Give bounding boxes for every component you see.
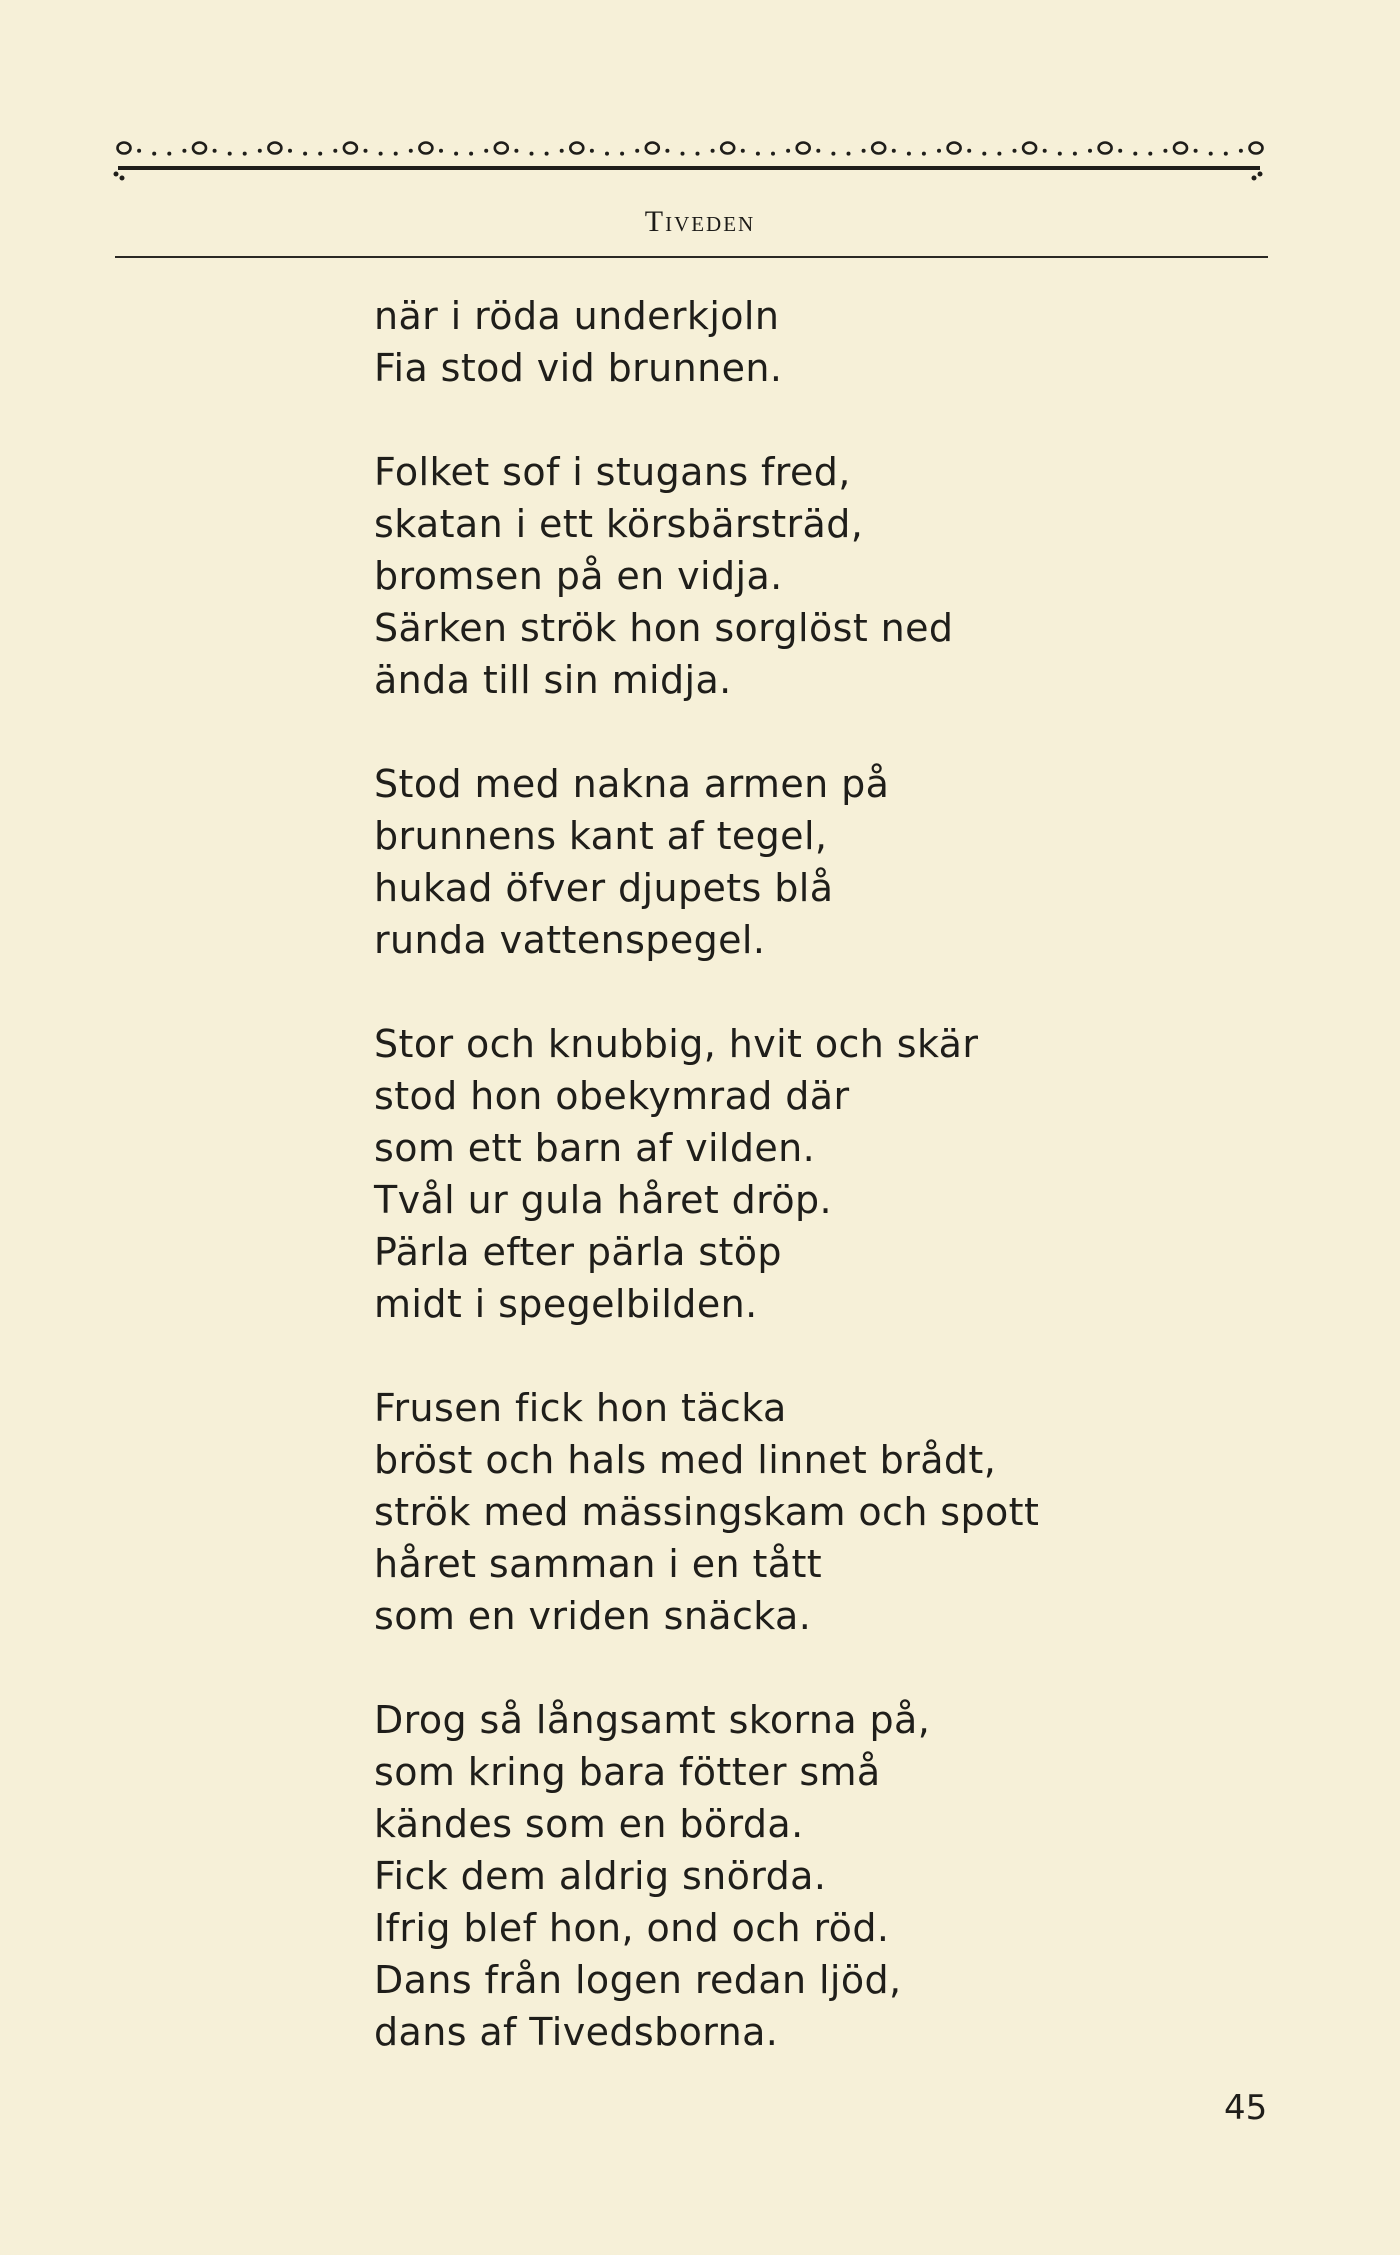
- ornament-dot: [560, 149, 564, 153]
- ornament-ring: [646, 143, 659, 154]
- verse-line: Fia stod vid brunnen.: [374, 346, 783, 390]
- verse-line: Folket sof i stugans fred,: [374, 450, 851, 494]
- ornament-dot: [892, 149, 896, 153]
- ornament-dot: [213, 149, 217, 153]
- ornament-ring: [1099, 143, 1112, 154]
- ornament-dot: [454, 152, 458, 156]
- ornament-dot: [288, 149, 292, 153]
- ornament-dot: [756, 152, 760, 156]
- verse-line: dans af Tivedsborna.: [374, 2010, 779, 2054]
- ornament-dot: [318, 152, 322, 156]
- ornament-ring: [797, 143, 810, 154]
- ornament-dot: [1148, 152, 1152, 156]
- ornament-dot: [1163, 149, 1167, 153]
- stanza: [374, 1694, 1039, 2058]
- ornament-dot: [545, 152, 549, 156]
- verse-line: kändes som en börda.: [374, 1802, 804, 1846]
- ornament-dot: [514, 149, 518, 153]
- ornament-dot: [394, 152, 398, 156]
- ornament-dot: [711, 149, 715, 153]
- ornament-ring: [948, 143, 961, 154]
- ornament-dot: [696, 152, 700, 156]
- ornament-ring: [268, 143, 281, 154]
- ornament-dot: [1194, 149, 1198, 153]
- ornament-dot: [243, 152, 247, 156]
- verse-line: bröst och hals med linnet brådt,: [374, 1438, 997, 1482]
- ornament-dot: [862, 149, 866, 153]
- verse-line: Fick dem aldrig snörda.: [374, 1854, 827, 1898]
- ornament-dot: [303, 152, 307, 156]
- ornament-ring: [118, 143, 131, 154]
- ornament-dot: [439, 149, 443, 153]
- ornament-dot: [665, 149, 669, 153]
- ornament-dot: [469, 152, 473, 156]
- header-rule: [115, 256, 1268, 258]
- ornament-dot: [620, 152, 624, 156]
- verse-line: som en vriden snäcka.: [374, 1594, 812, 1638]
- ornament-ring: [570, 143, 583, 154]
- ornament-dot: [681, 152, 685, 156]
- ornament-ring: [1023, 143, 1036, 154]
- verse-line: Ifrig blef hon, ond och röd.: [374, 1906, 890, 1950]
- ornament-dot: [1133, 152, 1137, 156]
- ornament-dot: [982, 152, 986, 156]
- ornament-ring: [193, 143, 206, 154]
- ornament-dot: [167, 152, 171, 156]
- ornamental-header-border: [110, 128, 1270, 188]
- verse-line: Frusen fick hon täcka: [374, 1386, 787, 1430]
- ornament-ring: [344, 143, 357, 154]
- poem-text: [374, 290, 1039, 2110]
- ornament-ring: [872, 143, 885, 154]
- ornament-dot: [771, 152, 775, 156]
- ornament-dot: [1239, 149, 1243, 153]
- ornament-dot: [741, 149, 745, 153]
- ornament-dot: [530, 152, 534, 156]
- ornament-dot: [816, 149, 820, 153]
- ornament-dot: [409, 149, 413, 153]
- ornament-dot: [379, 152, 383, 156]
- verse-line: Särken strök hon sorglöst ned: [374, 606, 954, 650]
- verse-line: skatan i ett körsbärsträd,: [374, 502, 864, 546]
- ornament-ring: [495, 143, 508, 154]
- ornament-dot: [786, 149, 790, 153]
- verse-line: Pärla efter pärla stöp: [374, 1230, 782, 1274]
- ornament-dot: [847, 152, 851, 156]
- ornament-dot: [922, 152, 926, 156]
- verse-line: bromsen på en vidja.: [374, 554, 783, 598]
- stanza: [374, 758, 1039, 966]
- ornament-dot: [1043, 149, 1047, 153]
- running-head: Tiveden: [644, 205, 756, 238]
- ornament-dot: [1224, 152, 1228, 156]
- ornament-dot: [1088, 149, 1092, 153]
- ornament-dot: [228, 152, 232, 156]
- stanza: [374, 1382, 1039, 1642]
- ornament-dot: [1118, 149, 1122, 153]
- ornament-dot: [484, 149, 488, 153]
- ornament-dot: [605, 152, 609, 156]
- verse-line: Dans från logen redan ljöd,: [374, 1958, 902, 2002]
- verse-line: håret samman i en tått: [374, 1542, 823, 1586]
- ornament-dot: [152, 152, 156, 156]
- stanza: [374, 446, 1039, 706]
- verse-line: ända till sin midja.: [374, 658, 732, 702]
- verse-line: när i röda underkjoln: [374, 294, 780, 338]
- ornament-ring: [419, 143, 432, 154]
- verse-line: Stor och knubbig, hvit och skär: [374, 1022, 979, 1066]
- ornament-dot: [1209, 152, 1213, 156]
- verse-line: som ett barn af vilden.: [374, 1126, 816, 1170]
- ornament-dot: [937, 149, 941, 153]
- ornament-dot: [907, 152, 911, 156]
- ornament-dot: [1013, 149, 1017, 153]
- verse-line: brunnens kant af tegel,: [374, 814, 828, 858]
- verse-line: hukad öfver djupets blå: [374, 866, 834, 910]
- verse-line: Tvål ur gula håret dröp.: [374, 1178, 833, 1222]
- verse-line: stod hon obekymrad där: [374, 1074, 850, 1118]
- ornament-dot: [831, 152, 835, 156]
- ornament-ring: [721, 143, 734, 154]
- verse-line: Stod med nakna armen på: [374, 762, 890, 806]
- ornament-dot: [590, 149, 594, 153]
- ornament-dot: [258, 149, 262, 153]
- ornament-dot: [997, 152, 1001, 156]
- ornament-dot: [364, 149, 368, 153]
- ornament-dot: [1073, 152, 1077, 156]
- ornament-dot: [137, 149, 141, 153]
- verse-line: midt i spegelbilden.: [374, 1282, 758, 1326]
- ornament-ring: [1250, 143, 1263, 154]
- ornament-dot: [967, 149, 971, 153]
- page-number: 45: [1224, 2088, 1268, 2128]
- verse-line: Drog så långsamt skorna på,: [374, 1698, 931, 1742]
- verse-line: strök med mässingskam och spott: [374, 1490, 1040, 1534]
- ornament-dot: [182, 149, 186, 153]
- stanza: [374, 290, 1039, 394]
- verse-line: runda vattenspegel.: [374, 918, 766, 962]
- verse-line: som kring bara fötter små: [374, 1750, 881, 1794]
- stanza: [374, 1018, 1039, 1330]
- ornament-ring: [1174, 143, 1187, 154]
- ornament-dot: [635, 149, 639, 153]
- ornament-dot: [1058, 152, 1062, 156]
- ornament-dot: [333, 149, 337, 153]
